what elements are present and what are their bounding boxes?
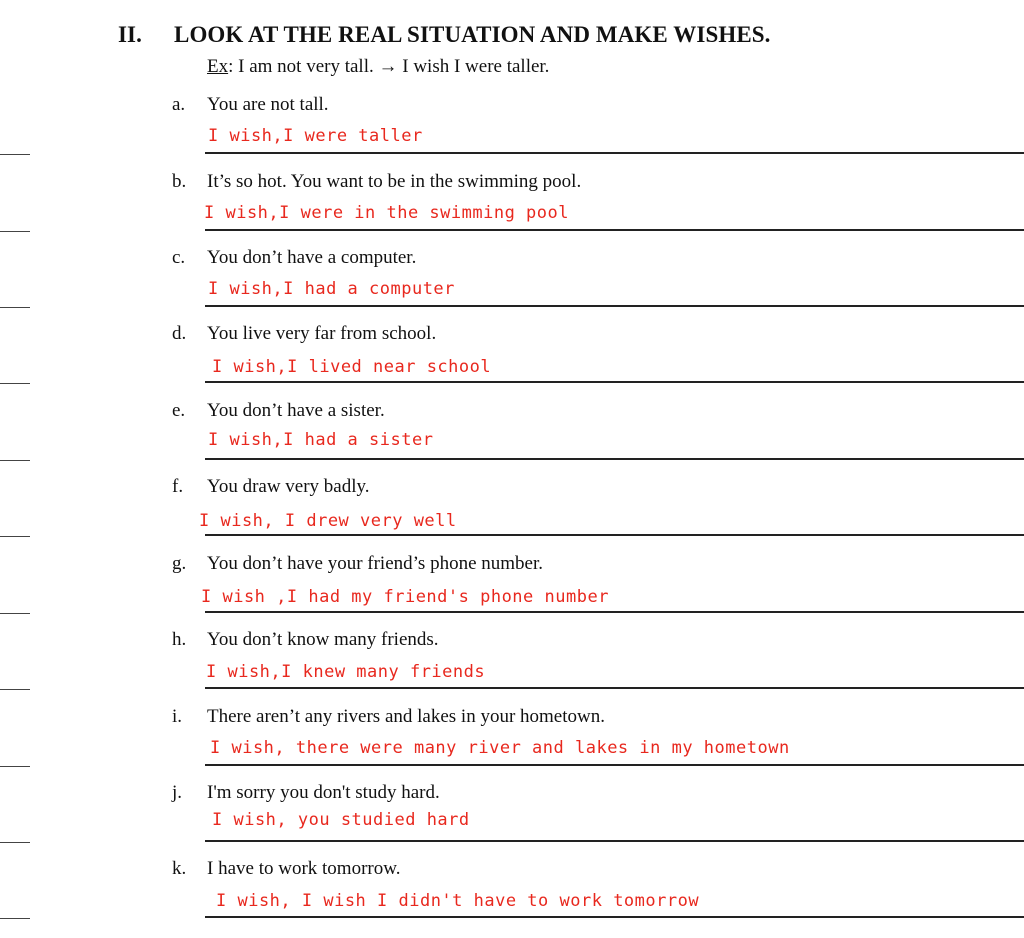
item-prompt: I'm sorry you don't study hard. [207, 782, 440, 803]
margin-mark [0, 383, 30, 384]
answer-line [205, 229, 1024, 231]
exercise-item-e [0, 400, 1024, 476]
exercise-item-b [0, 171, 1024, 247]
item-answer[interactable]: I wish,I lived near school [212, 357, 492, 377]
answer-line [205, 764, 1024, 766]
item-prompt: I have to work tomorrow. [207, 858, 401, 879]
item-answer[interactable]: I wish ,I had my friend's phone number [201, 587, 609, 607]
margin-mark [0, 842, 30, 843]
item-answer[interactable]: I wish,I had a sister [208, 430, 434, 450]
item-prompt: There aren’t any rivers and lakes in your hometown. [207, 706, 605, 727]
answer-line [205, 152, 1024, 154]
item-answer[interactable]: I wish,I knew many friends [206, 662, 486, 682]
item-prompt: You don’t have a computer. [207, 247, 417, 268]
item-prompt: You don’t have a sister. [207, 400, 385, 421]
item-prompt: You don’t have your friend’s phone number. [207, 553, 543, 574]
margin-mark [0, 766, 30, 767]
exercise-item-k [0, 858, 1024, 934]
exercise-item-f [0, 476, 1024, 552]
margin-mark [0, 536, 30, 537]
item-letter: f. [172, 476, 184, 497]
exercise-item-a [0, 94, 1024, 170]
item-prompt: You draw very badly. [207, 476, 370, 497]
answer-line [205, 840, 1024, 842]
exercise-item-i [0, 706, 1024, 782]
margin-mark [0, 689, 30, 690]
answer-line [205, 458, 1024, 460]
item-letter: c. [172, 247, 186, 268]
exercise-item-g [0, 553, 1024, 629]
section-number: II. [118, 22, 142, 47]
margin-mark [0, 307, 30, 308]
item-letter: d. [172, 323, 187, 344]
answer-line [205, 916, 1024, 918]
item-answer[interactable]: I wish,I were taller [208, 126, 423, 146]
item-letter: j. [172, 782, 183, 803]
item-answer[interactable]: I wish,I had a computer [208, 279, 455, 299]
exercise-item-j [0, 782, 1024, 858]
answer-line [205, 381, 1024, 383]
margin-mark [0, 460, 30, 461]
item-answer[interactable]: I wish,I were in the swimming pool [204, 203, 569, 223]
item-letter: e. [172, 400, 186, 421]
margin-mark [0, 154, 30, 155]
exercise-item-d [0, 323, 1024, 399]
item-letter: k. [172, 858, 187, 879]
example-label: Ex [207, 56, 229, 77]
exercise-item-c [0, 247, 1024, 323]
item-answer[interactable]: I wish, I wish I didn't have to work tomorrow [216, 891, 700, 911]
answer-line [205, 611, 1024, 613]
item-answer[interactable]: I wish, there were many river and lakes in my hometown [210, 738, 790, 758]
example-text: : I am not very tall. → I wish I were taller. [228, 56, 550, 77]
item-answer[interactable]: I wish, I drew very well [199, 511, 457, 531]
item-answer[interactable]: I wish, you studied hard [212, 810, 470, 830]
section-title: LOOK AT THE REAL SITUATION AND MAKE WISHES. [174, 22, 771, 47]
item-prompt: You don’t know many friends. [207, 629, 439, 650]
answer-line [205, 687, 1024, 689]
item-prompt: It’s so hot. You want to be in the swimming pool. [207, 171, 582, 192]
margin-mark [0, 231, 30, 232]
item-prompt: You are not tall. [207, 94, 329, 115]
item-prompt: You live very far from school. [207, 323, 437, 344]
example-line [207, 56, 549, 78]
exercise-item-h [0, 629, 1024, 705]
answer-line [205, 305, 1024, 307]
item-letter: b. [172, 171, 187, 192]
margin-mark [0, 613, 30, 614]
answer-line [205, 534, 1024, 536]
margin-mark [0, 918, 30, 919]
item-letter: i. [172, 706, 183, 727]
item-letter: a. [172, 94, 186, 115]
section-heading [118, 22, 771, 48]
item-letter: h. [172, 629, 187, 650]
item-letter: g. [172, 553, 187, 574]
